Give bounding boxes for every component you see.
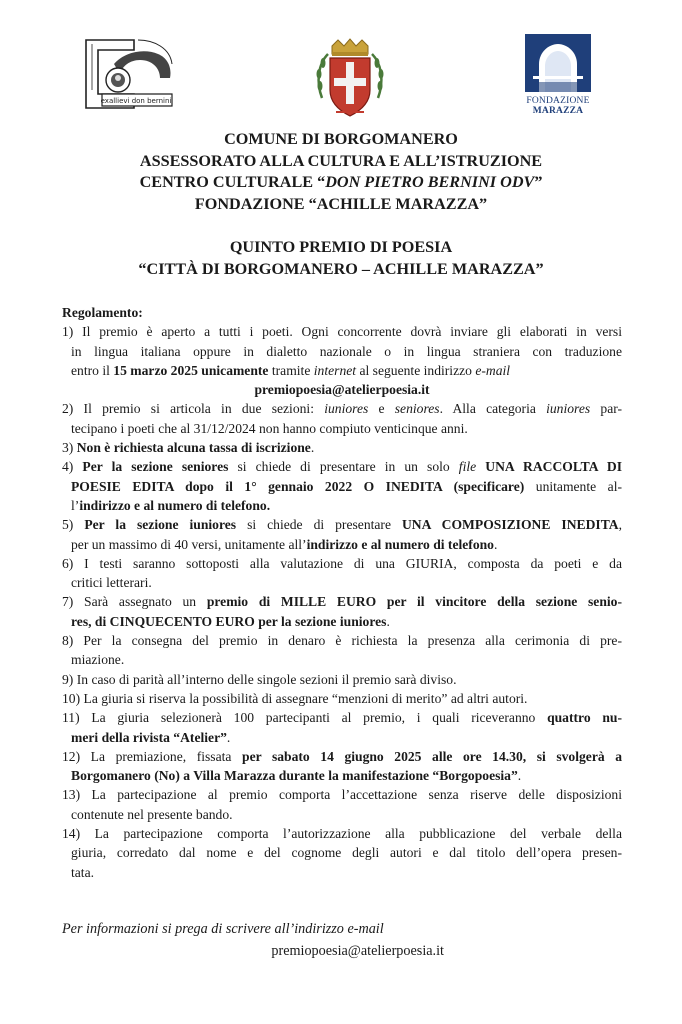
t: si chiede di presentare bbox=[236, 517, 402, 533]
t: unitamente al- bbox=[524, 478, 622, 494]
t: 2) Il premio si articola in due sezioni: bbox=[62, 401, 325, 417]
t: Per la sezione seniores bbox=[82, 459, 229, 475]
fondazione-text-line2: MARAZZA bbox=[532, 106, 584, 116]
t: . bbox=[226, 729, 231, 745]
t: file bbox=[458, 459, 477, 475]
t: 12) La premiazione, fissata bbox=[62, 748, 243, 764]
rule-8-line-b: miazione. bbox=[71, 652, 125, 668]
award-title-line2: “CITTÀ DI BORGOMANERO – ACHILLE MARAZZA” bbox=[138, 259, 544, 278]
t: l’ bbox=[71, 497, 80, 513]
rule-8-line-a: 8) Per la consegna del premio in denaro è richiesta la presenza alla cerimonia di pre- bbox=[62, 633, 622, 649]
rule-14-line-a: 14) La partecipazione comporta l’autorizzazione alla pubblicazione del verbale della bbox=[62, 826, 622, 842]
award-title-line1: QUINTO PREMIO DI POESIA bbox=[229, 238, 453, 256]
award-title bbox=[40, 237, 642, 280]
t: indirizzo e al numero di telefono bbox=[306, 536, 494, 552]
t: POESIE EDITA dopo il 1° gennaio 2022 O INEDITA (specificare) bbox=[71, 478, 525, 494]
rule-14-line-b: giuria, corredato dal nome e del cognome degli autori e dal titolo dell’opera presen- bbox=[71, 845, 622, 861]
regulations-heading bbox=[62, 303, 622, 322]
header-centro-name: DON PIETRO BERNINI ODV bbox=[325, 173, 535, 191]
t: iuniores bbox=[546, 401, 591, 417]
exallievi-don-bernini-logo bbox=[74, 34, 178, 114]
t: e-mail bbox=[475, 362, 511, 378]
rule-1-line-a: 1) Il premio è aperto a tutti i poeti. Ogni concorrente dovrà inviare gli elaborati in versi bbox=[62, 324, 622, 340]
regulations bbox=[62, 303, 622, 882]
rule-2-line-b: tecipano i poeti che al 31/12/2024 non hanno compiuto venticinque anni. bbox=[71, 420, 468, 436]
contact-note: Per informazioni si prega di scrivere all’indirizzo e-mail bbox=[62, 921, 384, 937]
t: seniores bbox=[394, 401, 440, 417]
t: indirizzo e al numero di telefono. bbox=[79, 497, 271, 513]
header-line-assessorato: ASSESSORATO ALLA CULTURA E ALL’ISTRUZIONE bbox=[139, 151, 543, 170]
logo-left-text: exallievi don bernini bbox=[100, 97, 172, 105]
rule-5-line-b bbox=[62, 535, 622, 554]
fondazione-text-line1: FONDAZIONE bbox=[526, 96, 590, 106]
rule-12-line-b bbox=[62, 766, 622, 785]
t: 7) Sarà assegnato un bbox=[62, 594, 207, 610]
t: premio di MILLE EURO per il vincitore della sezione senio- bbox=[206, 594, 622, 610]
rule-5-line-a bbox=[62, 515, 622, 534]
header-centro-prefix: CENTRO CULTURALE “ bbox=[139, 173, 326, 191]
rule-7-line-b bbox=[62, 612, 622, 631]
rule-9: 9) In caso di parità all’interno delle singole sezioni il premio sarà diviso. bbox=[62, 671, 457, 687]
t: Borgomanero (No) a Villa Marazza durante la manifestazione “Borgopoesia” bbox=[71, 768, 518, 784]
rule-6-line-a: 6) I testi saranno sottoposti alla valutazione di una GIURIA, composta da poeti e da bbox=[62, 555, 622, 571]
contact-footer bbox=[62, 918, 622, 962]
fondazione-marazza-logo bbox=[525, 34, 591, 119]
rule-6-line-b: critici letterari. bbox=[71, 575, 152, 591]
header-centro-suffix: ” bbox=[534, 173, 543, 191]
fondazione-marazza-emblem bbox=[525, 34, 591, 94]
t: , bbox=[618, 517, 622, 533]
t: . bbox=[493, 536, 498, 552]
rule-4-line-c bbox=[62, 496, 622, 515]
t: internet bbox=[313, 362, 357, 378]
rule-1-line-b: in lingua italiana oppure in dialetto nazionale o in lingua straniera con traduzione bbox=[71, 343, 622, 359]
regulations-heading-text: Regolamento: bbox=[62, 305, 143, 320]
rule-13-line-a: 13) La partecipazione al premio comporta l’accettazione senza riserve delle disposizioni bbox=[62, 787, 622, 803]
rule-11-line-b bbox=[62, 728, 622, 747]
rule-14-line-c: tata. bbox=[71, 864, 95, 880]
logo-bar bbox=[0, 0, 682, 125]
rule-1-line-c bbox=[62, 361, 622, 380]
t: per sabato 14 giugno 2025 alle ore 14.30, si svolgerà a bbox=[242, 748, 623, 764]
t: iuniores bbox=[324, 401, 369, 417]
t: entro il bbox=[71, 362, 114, 378]
rule-11-line-a bbox=[62, 708, 622, 727]
submission-email-link[interactable]: premiopoesia@atelierpoesia.it bbox=[254, 382, 430, 398]
t: quattro nu- bbox=[547, 710, 622, 726]
t: . bbox=[386, 613, 390, 629]
t: par- bbox=[590, 401, 623, 417]
rule-4-line-a bbox=[62, 457, 622, 476]
contact-email-link[interactable]: premiopoesia@atelierpoesia.it bbox=[271, 943, 444, 959]
t: si chiede di presentare in un solo bbox=[228, 459, 459, 475]
rule-1-deadline: 15 marzo 2025 unicamente bbox=[113, 362, 269, 378]
header-line-fondazione: FONDAZIONE “ACHILLE MARAZZA” bbox=[194, 194, 488, 213]
t: 11) La giuria selezionerà 100 partecipanti al premio, i quali riceveranno bbox=[62, 710, 548, 726]
t: . bbox=[517, 768, 522, 784]
rule-2-line-a bbox=[62, 399, 622, 418]
rule-3 bbox=[62, 438, 622, 457]
t: e bbox=[368, 401, 395, 417]
organizers-header bbox=[40, 129, 642, 215]
t: per un massimo di 40 versi, unitamente all’ bbox=[71, 536, 307, 552]
rule-4-line-b bbox=[62, 477, 622, 496]
borgomanero-coat-of-arms bbox=[314, 38, 386, 120]
rule-13-line-b: contenute nel presente bando. bbox=[71, 806, 233, 822]
t: tramite bbox=[268, 362, 314, 378]
t: UNA RACCOLTA DI bbox=[485, 459, 622, 475]
t: 4) bbox=[62, 459, 83, 475]
t: Per la sezione iuniores bbox=[84, 517, 237, 533]
t: al seguente indirizzo bbox=[356, 362, 476, 378]
t: meri della rivista “Atelier” bbox=[71, 729, 227, 745]
header-line-comune: COMUNE DI BORGOMANERO bbox=[224, 130, 458, 148]
t: . Alla categoria bbox=[439, 401, 547, 417]
header-line-centro bbox=[40, 172, 642, 194]
rule-7-line-a bbox=[62, 592, 622, 611]
t: Non è richiesta alcuna tassa di iscrizione bbox=[76, 440, 311, 456]
t: 5) bbox=[62, 517, 85, 533]
t: 3) bbox=[62, 440, 77, 456]
rule-1-email bbox=[62, 380, 622, 399]
t: res, di CINQUECENTO EURO per la sezione iuniores bbox=[71, 613, 387, 629]
t: . bbox=[310, 440, 315, 456]
rule-12-line-a bbox=[62, 747, 622, 766]
t bbox=[476, 459, 485, 474]
rule-10: 10) La giuria si riserva la possibilità di assegnare “menzioni di merito” ad altri autori. bbox=[62, 690, 528, 706]
t: UNA COMPOSIZIONE INEDITA bbox=[401, 517, 619, 533]
